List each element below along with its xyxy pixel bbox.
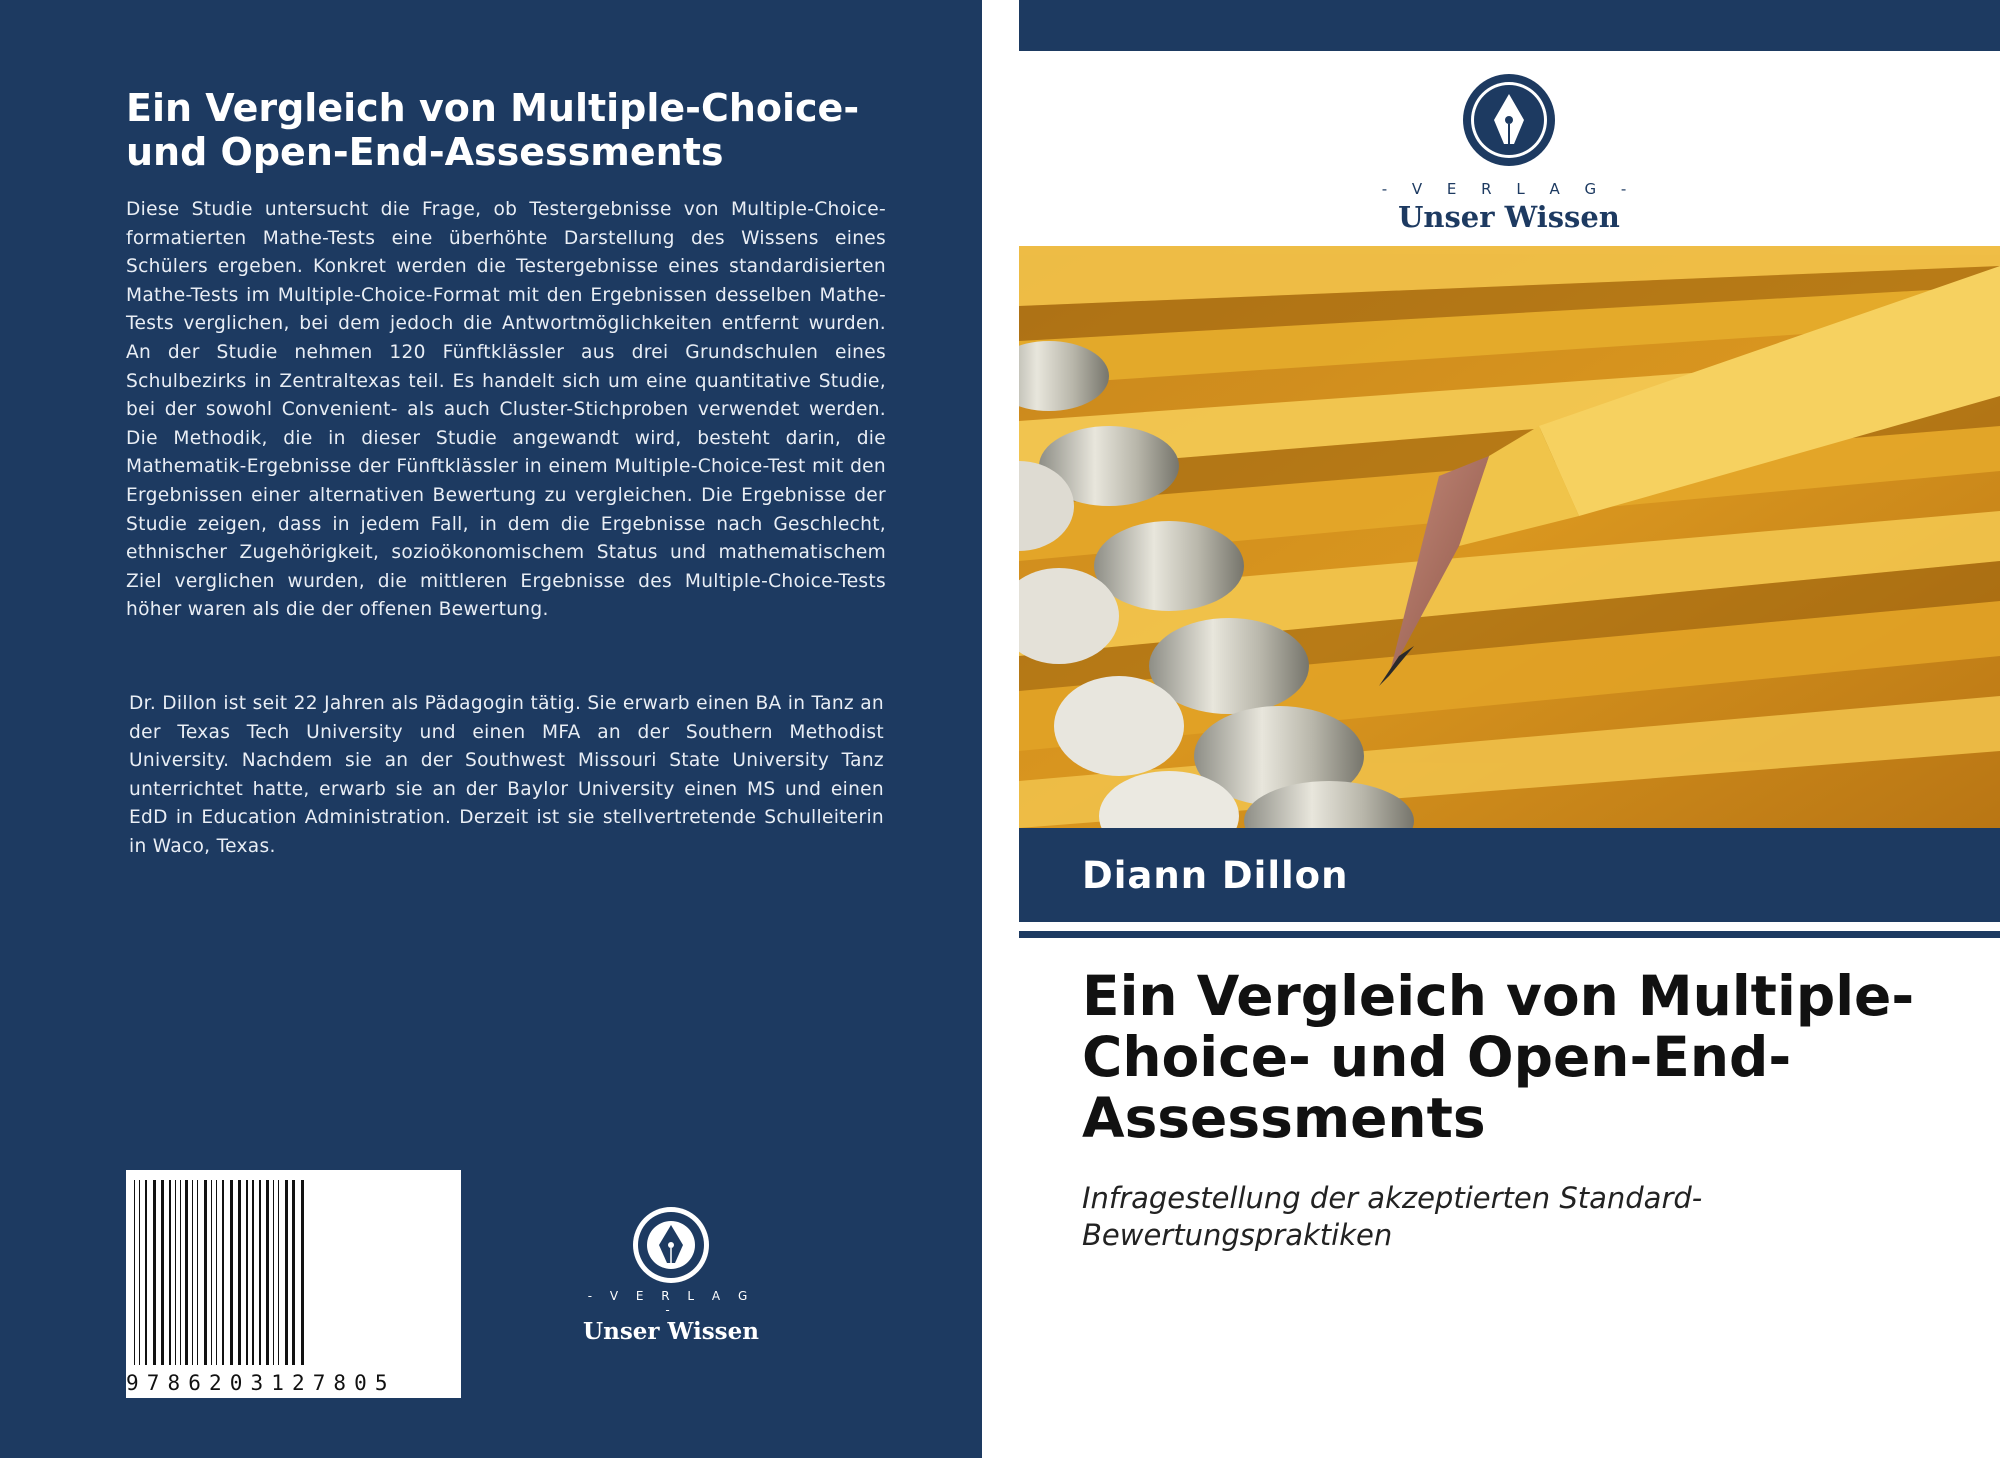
barcode-bar — [197, 1180, 198, 1365]
author-name: Diann Dillon — [1082, 854, 1349, 897]
barcode-bar — [216, 1180, 217, 1365]
book-abstract: Diese Studie untersucht die Frage, ob Testergebnisse von Multiple-Choice-formatierten Mathe-Tests eine überhöhte Darstellung des Wissens eines Schülers ergeben. Konkret werden die Testergebnisse eines standardisierten Mathe-Tests im Multiple-Choice-Format mit den Ergebnissen desselben Mathe-Tests verglichen, bei dem jedoch die Antwortmöglichkeiten entfernt wurden. An der Studie nehmen 120 Fünftklässler aus drei Grundschulen eines Schulbezirks in Zentraltexas teil. Es handelt sich um eine quantitative Studie, bei der sowohl Convenient- als auch Cluster-Stichproben verwendet werden. Die Methodik, die in dieser Studie angewandt wird, besteht darin, die Mathematik-Ergebnisse der Fünftklässler in einem Multiple-Choice-Test mit den Ergebnissen einer alternativen Bewertung zu vergleichen. Die Ergebnisse der Studie zeigen, dass in jedem Fall, in dem die Ergebnisse nach Geschlecht, ethnischer Zugehörigkeit, sozioökonomischem Status und mathematischem Ziel verglichen wurden, die mittleren Ergebnisse des Multiple-Choice-Tests höher waren als die der offenen Bewertung. — [126, 199, 886, 621]
isbn-barcode — [126, 1170, 461, 1398]
author-biography: Dr. Dillon ist seit 22 Jahren als Pädagogin tätig. Sie erwarb einen BA in Tanz an der Texas Tech University und einen MFA an der Southern Methodist University. Nachdem sie an der Southwest Missouri State University Tanz unterrichtet hatte, erwarb sie an der Baylor University einen MS und einen EdD in Education Administration. Derzeit ist sie stellvertretende Schulleiterin in Waco, Texas. — [129, 693, 884, 857]
barcode-bar — [246, 1180, 248, 1365]
publisher-logo-back — [578, 1205, 764, 1345]
isbn-number: 9786203127805 — [126, 1371, 396, 1395]
barcode-bar — [292, 1180, 295, 1365]
barcode-bar — [273, 1180, 274, 1365]
barcode-bar — [259, 1180, 261, 1365]
barcode-bar — [180, 1180, 181, 1365]
back-cover — [0, 0, 982, 1458]
divider-rule — [1019, 931, 2000, 938]
barcode-bar — [285, 1180, 288, 1365]
back-cover-title: Ein Vergleich von Multiple-Choice- und Open-End-Assessments — [126, 86, 860, 174]
barcode-bar — [222, 1180, 224, 1365]
top-band — [1019, 0, 2000, 51]
barcode-bar — [278, 1180, 279, 1365]
barcode-bar — [161, 1180, 164, 1365]
barcode-bar — [238, 1180, 241, 1365]
barcode-bar — [175, 1180, 176, 1365]
barcode-bar — [266, 1180, 269, 1365]
barcode-bar — [169, 1180, 171, 1365]
barcode-bar — [145, 1180, 147, 1365]
barcode-bar — [230, 1180, 233, 1365]
barcode-bar — [301, 1180, 304, 1365]
barcode-bar — [211, 1180, 212, 1365]
barcode-bar — [185, 1180, 188, 1365]
barcode-bars — [126, 1170, 461, 1370]
publisher-name: Unser Wissen — [1398, 200, 1620, 234]
cover-photo-pencils — [1019, 246, 2000, 828]
barcode-bar — [192, 1180, 193, 1365]
barcode-bar — [204, 1180, 207, 1365]
pen-nib-icon — [1461, 72, 1557, 168]
barcode-bar — [139, 1180, 140, 1365]
pen-nib-icon — [631, 1205, 711, 1285]
barcode-bar — [134, 1180, 135, 1365]
book-subtitle: Infragestellung der akzeptierten Standard-Bewertungspraktiken — [1082, 1181, 1703, 1252]
book-title: Ein Vergleich von Multiple-Choice- und Open-End-Assessments — [1082, 964, 1915, 1150]
front-cover — [1019, 0, 2000, 1458]
barcode-bar — [252, 1180, 254, 1365]
publisher-verlag-label: - V E R L A G - — [587, 1289, 755, 1317]
barcode-bar — [153, 1180, 156, 1365]
publisher-name: Unser Wissen — [583, 1318, 759, 1345]
publisher-logo-front — [1379, 72, 1639, 234]
publisher-verlag-label: - V E R L A G - — [1381, 180, 1637, 198]
